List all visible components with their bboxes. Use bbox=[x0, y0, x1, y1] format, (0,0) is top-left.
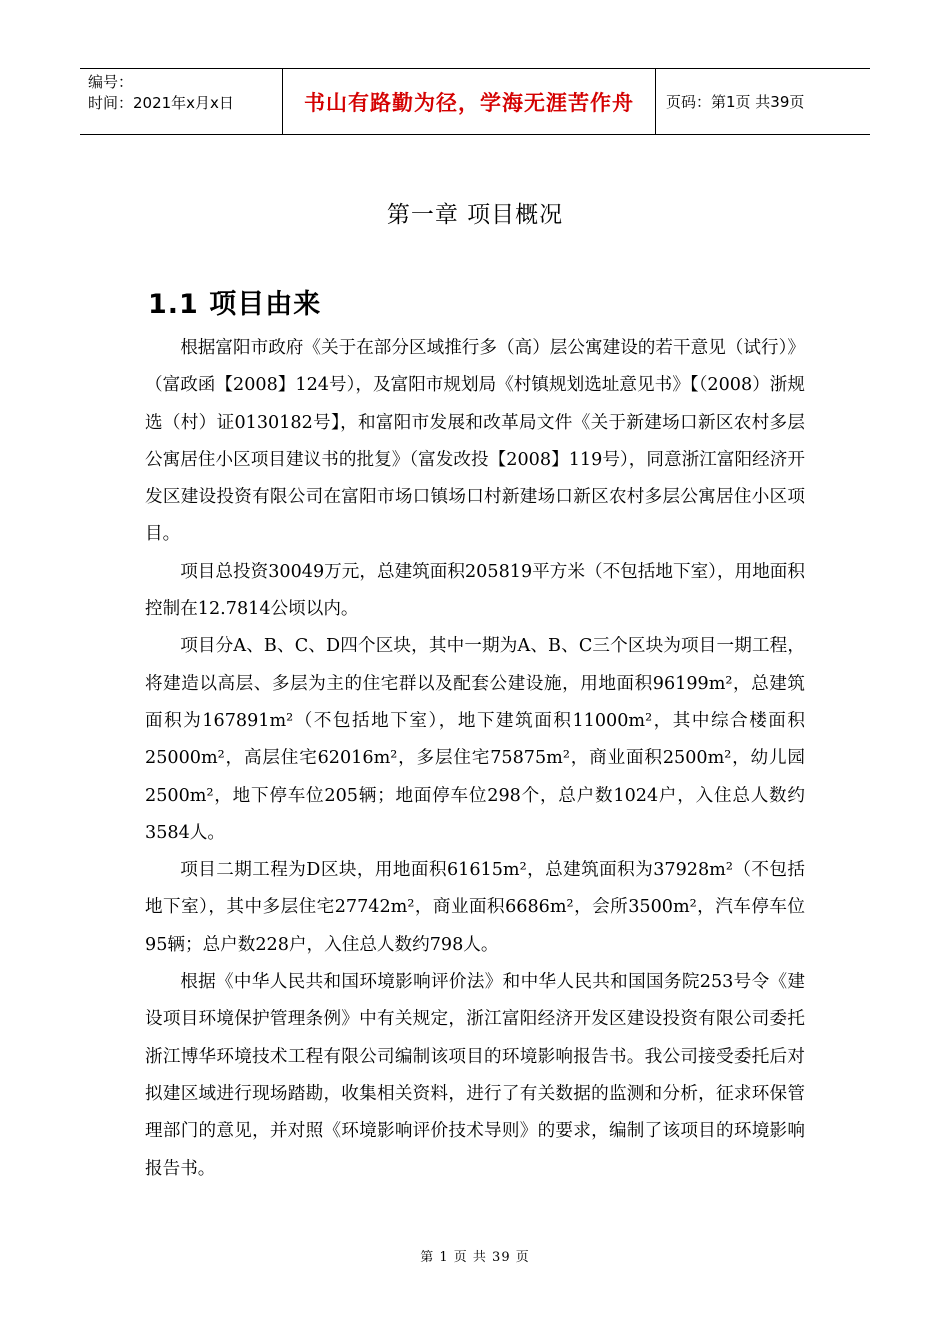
body-text bbox=[145, 330, 805, 1188]
page-footer: 第 1 页 共 39 页 bbox=[420, 1250, 530, 1265]
header-page-info: 页码：第1页 共39页 bbox=[666, 93, 805, 111]
section-title: 1.1 项目由来 bbox=[148, 289, 322, 320]
header-motto: 书山有路勤为径，学海无涯苦作舟 bbox=[282, 69, 656, 134]
paragraph: 根据《中华人民共和国环境影响评价法》和中华人民共和国国务院253号令《建设项目环境保护管理条例》中有关规定，浙江富阳经济开发区建设投资有限公司委托浙江博华环境技术工程有限公司编制该项目的环境影响报告书。我公司接受委托后对拟建区域进行现场踏勘，收集相关资料，进行了有关数据的监测和分析，征求环保管理部门的意见，并对照《环境影响评价技术导则》的要求，编制了该项目的环境影响报告书。 bbox=[145, 972, 805, 1179]
document-date: 时间：2021年x月x日 bbox=[88, 94, 234, 112]
paragraph: 根据富阳市政府《关于在部分区域推行多（高）层公寓建设的若干意见（试行）》（富政函【2008】124号），及富阳市规划局《村镇规划选址意见书》【（2008）浙规选（村）证0130182号】，和富阳市发展和改革局文件《关于新建场口新区农村多层公寓居住小区项目建议书的批复》（富发改投【2008】119号），同意浙江富阳经济开发区建设投资有限公司在富阳市场口镇场口村新建场口新区农村多层公寓居住小区项目。 bbox=[145, 338, 805, 545]
paragraph: 项目二期工程为D区块，用地面积61615m²，总建筑面积为37928m²（不包括地下室），其中多层住宅27742m²，商业面积6686m²，会所3500m²，汽车停车位95辆；总户数228户，入住总人数约798人。 bbox=[145, 860, 805, 955]
paragraph: 项目总投资30049万元，总建筑面积205819平方米（不包括地下室），用地面积控制在12.7814公顷以内。 bbox=[145, 561, 805, 620]
paragraph: 项目分A、B、C、D四个区块，其中一期为A、B、C三个区块为项目一期工程，将建造以高层、多层为主的住宅群以及配套公建设施，用地面积96199m²，总建筑面积为167891m²（不包括地下室），地下建筑面积11000m²，其中综合楼面积25000m²，高层住宅62016m²，多层住宅75875m²，商业面积2500m²，幼儿园2500m²，地下停车位205辆；地面停车位298个，总户数1024户，入住总人数约3584人。 bbox=[145, 636, 805, 843]
chapter-title: 第一章 项目概况 bbox=[386, 202, 564, 228]
page-header bbox=[80, 68, 870, 135]
header-meta-cell bbox=[80, 69, 282, 134]
document-number-label: 编号： bbox=[88, 73, 134, 91]
